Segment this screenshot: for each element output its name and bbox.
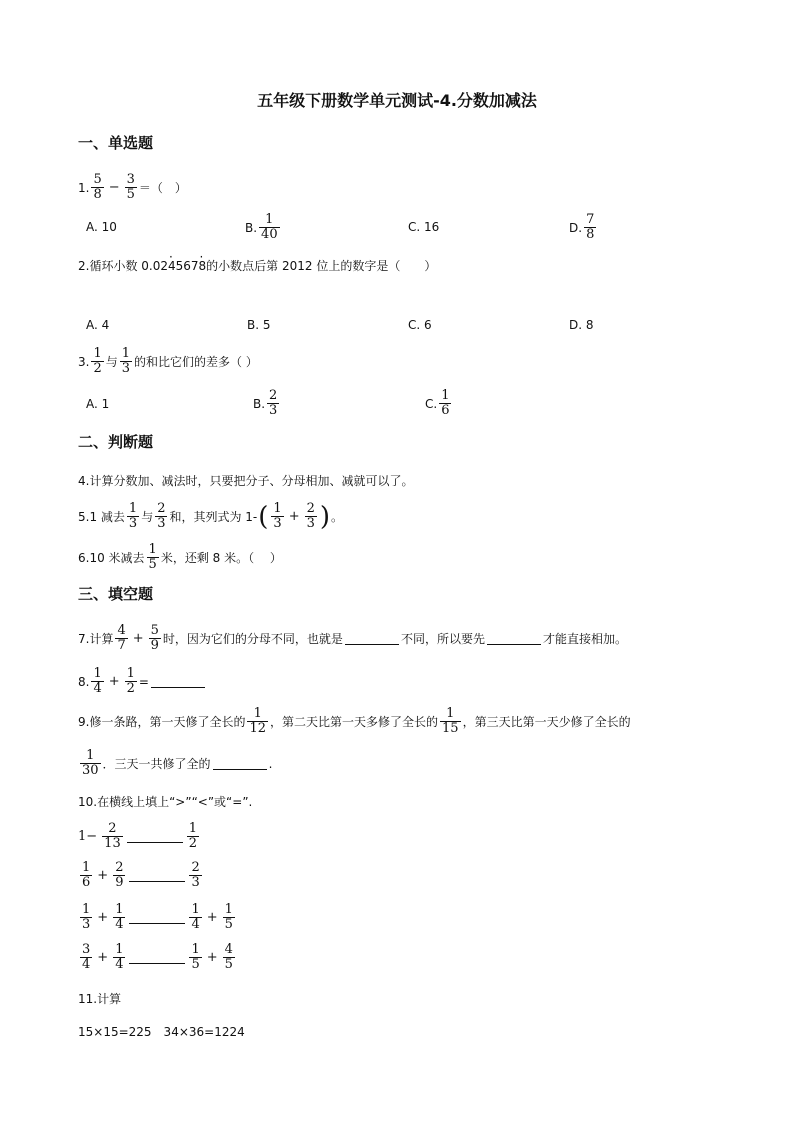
fraction-1-3: $\frac{1}{3}$ bbox=[128, 501, 138, 531]
q10-row-3: $\frac{1}{3}$ + $\frac{1}{4}$ $\frac{1}{4}$ + $\frac{1}{5}$ bbox=[82, 902, 233, 932]
question-3: 3. $\frac{1}{2}$ 与 $\frac{1}{3}$ 的和比它们的差多（ ） bbox=[78, 346, 258, 376]
fraction-1-6: $\frac{1}{6}$ bbox=[441, 388, 450, 418]
section-heading-single-choice: 一、单选题 bbox=[78, 134, 154, 152]
fraction-2-9: $\frac{2}{9}$ bbox=[115, 860, 124, 890]
fraction-2-3: $\frac{2}{3}$ bbox=[306, 501, 315, 531]
question-9-line-2: $\frac{1}{30}$ ．三天一共修了全的 . bbox=[82, 748, 273, 778]
question-10: 10.在横线上填上“>”“<”或“=”. bbox=[78, 795, 253, 809]
fraction-1-5: $\frac{1}{5}$ bbox=[224, 902, 233, 932]
fraction-1-40: $\frac{1}{40}$ bbox=[261, 212, 278, 242]
question-11: 11.计算 bbox=[78, 992, 122, 1006]
answer-blank[interactable] bbox=[151, 675, 205, 688]
fraction-7-8: $\frac{7}{8}$ bbox=[586, 212, 595, 242]
q2-option-d[interactable]: D. 8 bbox=[569, 318, 594, 332]
left-paren: ( bbox=[258, 501, 269, 532]
fraction-2-3: $\frac{2}{3}$ bbox=[157, 501, 166, 531]
fraction-3-5: $\frac{3}{5}$ bbox=[126, 172, 135, 202]
fraction-1-15: $\frac{1}{15}$ bbox=[442, 706, 459, 736]
fraction-1-5: $\frac{1}{5}$ bbox=[191, 942, 200, 972]
question-8: 8. $\frac{1}{4}$ + $\frac{1}{2}$ = bbox=[78, 667, 207, 696]
q1-option-b[interactable]: B. $\frac{1}{40}$ bbox=[245, 212, 278, 242]
answer-blank[interactable] bbox=[213, 757, 267, 770]
fraction-1-3: $\frac{1}{3}$ bbox=[121, 346, 131, 376]
q2-option-c[interactable]: C. 6 bbox=[408, 318, 432, 332]
compare-blank[interactable] bbox=[127, 830, 183, 843]
question-11-line: 15×15=225 34×36=1224 bbox=[78, 1025, 245, 1039]
question-9: 9.修一条路，第一天修了全长的 $\frac{1}{12}$ ，第二天比第一天多修了全长的 $\frac{1}{15}$ ，第三天比第一天少修了全长的 bbox=[78, 706, 631, 736]
question-tail: ＝（ ） bbox=[138, 181, 187, 195]
fraction-4-5: $\frac{4}{5}$ bbox=[224, 942, 233, 972]
fraction-1-4: $\frac{1}{4}$ bbox=[115, 902, 124, 932]
question-5: 5.1 减去 $\frac{1}{3}$ 与 $\frac{2}{3}$ 和，其列式为 1- ( $\frac{1}{3}$ + $\frac{2}{3}$ ) 。 bbox=[78, 501, 344, 532]
section-heading-true-false: 二、判断题 bbox=[78, 433, 154, 451]
fraction-1-6: $\frac{1}{6}$ bbox=[82, 860, 91, 890]
fraction-4-7: $\frac{4}{7}$ bbox=[117, 623, 126, 653]
fraction-1-2: $\frac{1}{2}$ bbox=[93, 346, 102, 376]
answer-blank[interactable] bbox=[345, 632, 399, 645]
q10-row-2: $\frac{1}{6}$ + $\frac{2}{9}$ $\frac{2}{3}$ bbox=[82, 860, 200, 890]
fraction-1-4: $\frac{1}{4}$ bbox=[93, 666, 102, 696]
fraction-1-2: $\frac{1}{2}$ bbox=[188, 821, 197, 851]
fraction-1-3: $\frac{1}{3}$ bbox=[82, 902, 91, 932]
right-paren: ) bbox=[319, 501, 331, 532]
fraction-2-3: $\frac{2}{3}$ bbox=[269, 388, 278, 418]
q3-option-b[interactable]: B. $\frac{2}{3}$ bbox=[253, 388, 278, 418]
fraction-1-5: $\frac{1}{5}$ bbox=[148, 542, 157, 572]
fraction-1-4: $\frac{1}{4}$ bbox=[191, 902, 200, 932]
q2-option-b[interactable]: B. 5 bbox=[247, 318, 271, 332]
answer-blank[interactable] bbox=[487, 632, 541, 645]
question-number: 1. bbox=[78, 180, 90, 195]
q10-row-1: 1− $\frac{2}{13}$ $\frac{1}{2}$ bbox=[78, 821, 197, 851]
question-2: 2.循环小数 0.02 · 4 567 · 8 的小数点后第 2012 位上的数字是（ ） bbox=[78, 257, 436, 274]
fraction-2-3: $\frac{2}{3}$ bbox=[191, 860, 200, 890]
fraction-1-3: $\frac{1}{3}$ bbox=[273, 501, 282, 531]
minus-sign: − bbox=[108, 180, 120, 195]
fraction-5-8: $\frac{5}{8}$ bbox=[93, 172, 102, 202]
question-7: 7.计算 $\frac{4}{7}$ + $\frac{5}{9}$ 时，因为它们的分母不同，也就是 不同，所以要先 才能直接相加。 bbox=[78, 623, 627, 653]
fraction-5-9: $\frac{5}{9}$ bbox=[150, 623, 159, 653]
q1-option-d[interactable]: D. $\frac{7}{8}$ bbox=[569, 212, 595, 242]
q3-option-a[interactable]: A. 1 bbox=[86, 397, 110, 411]
fraction-1-12: $\frac{1}{12}$ bbox=[249, 706, 266, 736]
page-title: 五年级下册数学单元测试-4.分数加减法 bbox=[257, 91, 537, 110]
q3-option-c[interactable]: C. $\frac{1}{6}$ bbox=[425, 388, 450, 418]
section-heading-fill-blank: 三、填空题 bbox=[78, 585, 154, 603]
fraction-1-4: $\frac{1}{4}$ bbox=[115, 942, 124, 972]
fraction-1-30: $\frac{1}{30}$ bbox=[82, 748, 99, 778]
q1-option-a[interactable]: A. 10 bbox=[86, 220, 117, 234]
question-1 bbox=[78, 173, 187, 202]
question-4: 4.计算分数加、减法时，只要把分子、分母相加、减就可以了。 bbox=[78, 474, 414, 488]
q10-row-4: $\frac{3}{4}$ + $\frac{1}{4}$ $\frac{1}{5}$ + $\frac{4}{5}$ bbox=[82, 942, 233, 972]
question-6: 6.10 米减去 $\frac{1}{5}$ 米，还剩 8 米。（ ） bbox=[78, 542, 282, 572]
repeating-digit-end: · 8 bbox=[199, 259, 207, 273]
compare-blank[interactable] bbox=[129, 911, 185, 924]
compare-blank[interactable] bbox=[129, 869, 185, 882]
q1-option-c[interactable]: C. 16 bbox=[408, 220, 440, 234]
repeating-digit-start: · 4 bbox=[168, 259, 176, 273]
fraction-3-4: $\frac{3}{4}$ bbox=[82, 942, 91, 972]
q2-option-a[interactable]: A. 4 bbox=[86, 318, 110, 332]
compare-blank[interactable] bbox=[129, 951, 185, 964]
fraction-2-13: $\frac{2}{13}$ bbox=[104, 821, 121, 851]
fraction-1-2: $\frac{1}{2}$ bbox=[126, 666, 135, 696]
